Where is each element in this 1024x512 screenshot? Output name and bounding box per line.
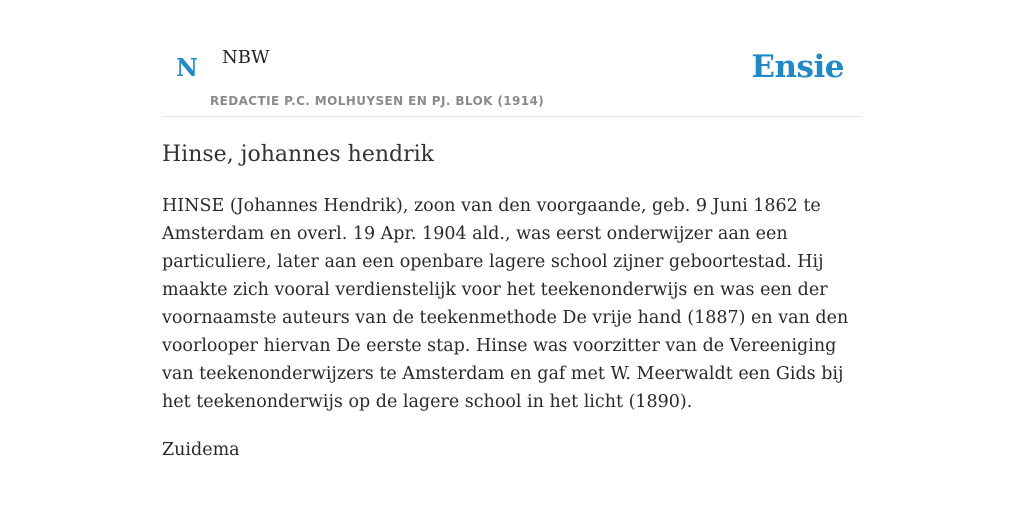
article-title: Hinse, johannes hendrik <box>162 142 435 167</box>
article-body: HINSE (Johannes Hendrik), zoon van den voorgaande, geb. 9 Juni 1862 te Amsterdam en overl. 19 Apr. 1904 ald., was eerst onderwijzer aan een particuliere, later aan een openbare lagere school zijner geboortestad. Hij maakte zich vooral verdienstelijk voor het teekenonderwijs en was een der voornaamste auteurs van de teekenmethode De vrije hand (1887) en van den voorlooper hiervan De eerste stap. Hinse was voorzitter van de Vereeniging van teekenonderwijzers te Amsterdam en gaf met W. Meerwaldt een Gids bij het teekenonderwijs op de lagere school in het licht (1890). <box>162 196 849 412</box>
source-logo-icon: N <box>176 53 198 82</box>
article-author: Zuidema <box>162 440 240 460</box>
brand-logo[interactable]: Ensie <box>751 49 844 85</box>
header <box>162 0 862 117</box>
source-subtitle: REDACTIE P.C. MOLHUYSEN EN PJ. BLOK (1914) <box>210 94 545 108</box>
source-name[interactable]: NBW <box>222 47 270 68</box>
